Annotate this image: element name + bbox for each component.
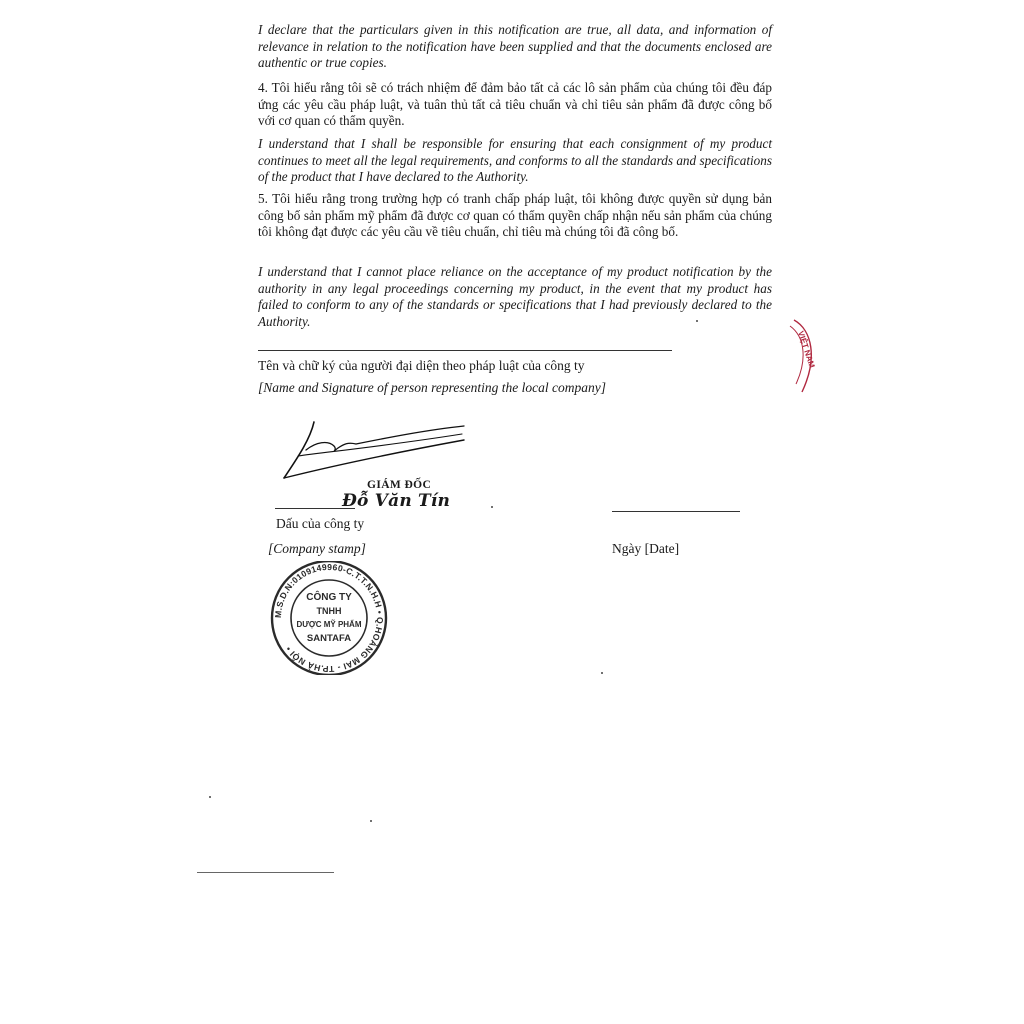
company-round-stamp [266, 561, 392, 675]
scan-speck [370, 820, 372, 822]
declaration-paragraph-5-en: I understand that I cannot place reliance on the acceptance of my product notification by the authority in any legal proceedings concerning my product, in the event that my product has failed to conform to any of the standards or specifications that I had previously declared to the Authority. [258, 264, 772, 329]
company-stamp-label-en: [Company stamp] [268, 541, 366, 556]
stamp-line-4: SANTAFA [306, 633, 352, 644]
partial-red-seal [788, 318, 818, 398]
declaration-paragraph-4-vi: 4. Tôi hiểu rằng tôi sẽ có trách nhiệm để đảm bảo tất cả các lô sản phẩm của chúng tôi đều đáp ứng các yêu cầu pháp luật, và tuân thủ tất cả tiêu chuẩn và chỉ tiêu sản phẩm đã được công bố với cơ quan có thẩm quyền. [258, 80, 772, 129]
date-label: Ngày [Date] [612, 541, 680, 556]
scan-speck [601, 672, 603, 674]
svg-text:M.S.D.N:0109149960-C.T.T.N.H.H [273, 562, 385, 674]
signature-label-vi: Tên và chữ ký của người đại diện theo pháp luật của công ty [258, 358, 585, 373]
stamp-line-2: TNHH [316, 606, 342, 616]
scan-speck [209, 796, 211, 798]
date-rule [612, 511, 740, 512]
declaration-paragraph-4-en: I understand that I shall be responsible for ensuring that each consignment of my product continues to meet all the legal requirements, and conforms to all the standards and specifications of the product that I have declared to the Authority. [258, 136, 772, 185]
seal-text: VIỆT NAM [796, 329, 817, 369]
company-stamp-label-vi: Dấu của công ty [276, 516, 365, 531]
scan-speck [491, 506, 493, 508]
director-name: Đỗ Văn Tín [342, 491, 451, 511]
stamp-line-3: DƯỢC MỸ PHẨM [296, 620, 362, 629]
declaration-paragraph-1-en: I declare that the particulars given in this notification are true, all data, and information of relevance in relation to the notification have been supplied and that the documents enclosed are authentic or true copies. [258, 22, 772, 71]
scan-speck [696, 320, 698, 322]
scan-artifact-line [197, 872, 334, 873]
stamp-line-1: CÔNG TY [306, 592, 352, 603]
director-title: GIÁM ĐỐC [367, 479, 432, 491]
stamp-ring-text: M.S.D.N:0109149960-C.T.T.N.H.H • Q.HOÀNG MAI - TP.HÀ NỘI • [272, 561, 386, 675]
signature-rule [258, 350, 672, 351]
declaration-paragraph-5-vi: 5. Tôi hiểu rằng trong trường hợp có tranh chấp pháp luật, tôi không được quyền sử dụng bản công bố sản phẩm mỹ phẩm đã được cơ quan có thẩm quyền chấp nhận nếu sản phẩm của chúng tôi không đạt được các yêu cầu về tiêu chuẩn, chỉ tiêu mà chúng tôi đã công bố. [258, 191, 772, 240]
signature-label-en: [Name and Signature of person representing the local company] [258, 380, 606, 395]
